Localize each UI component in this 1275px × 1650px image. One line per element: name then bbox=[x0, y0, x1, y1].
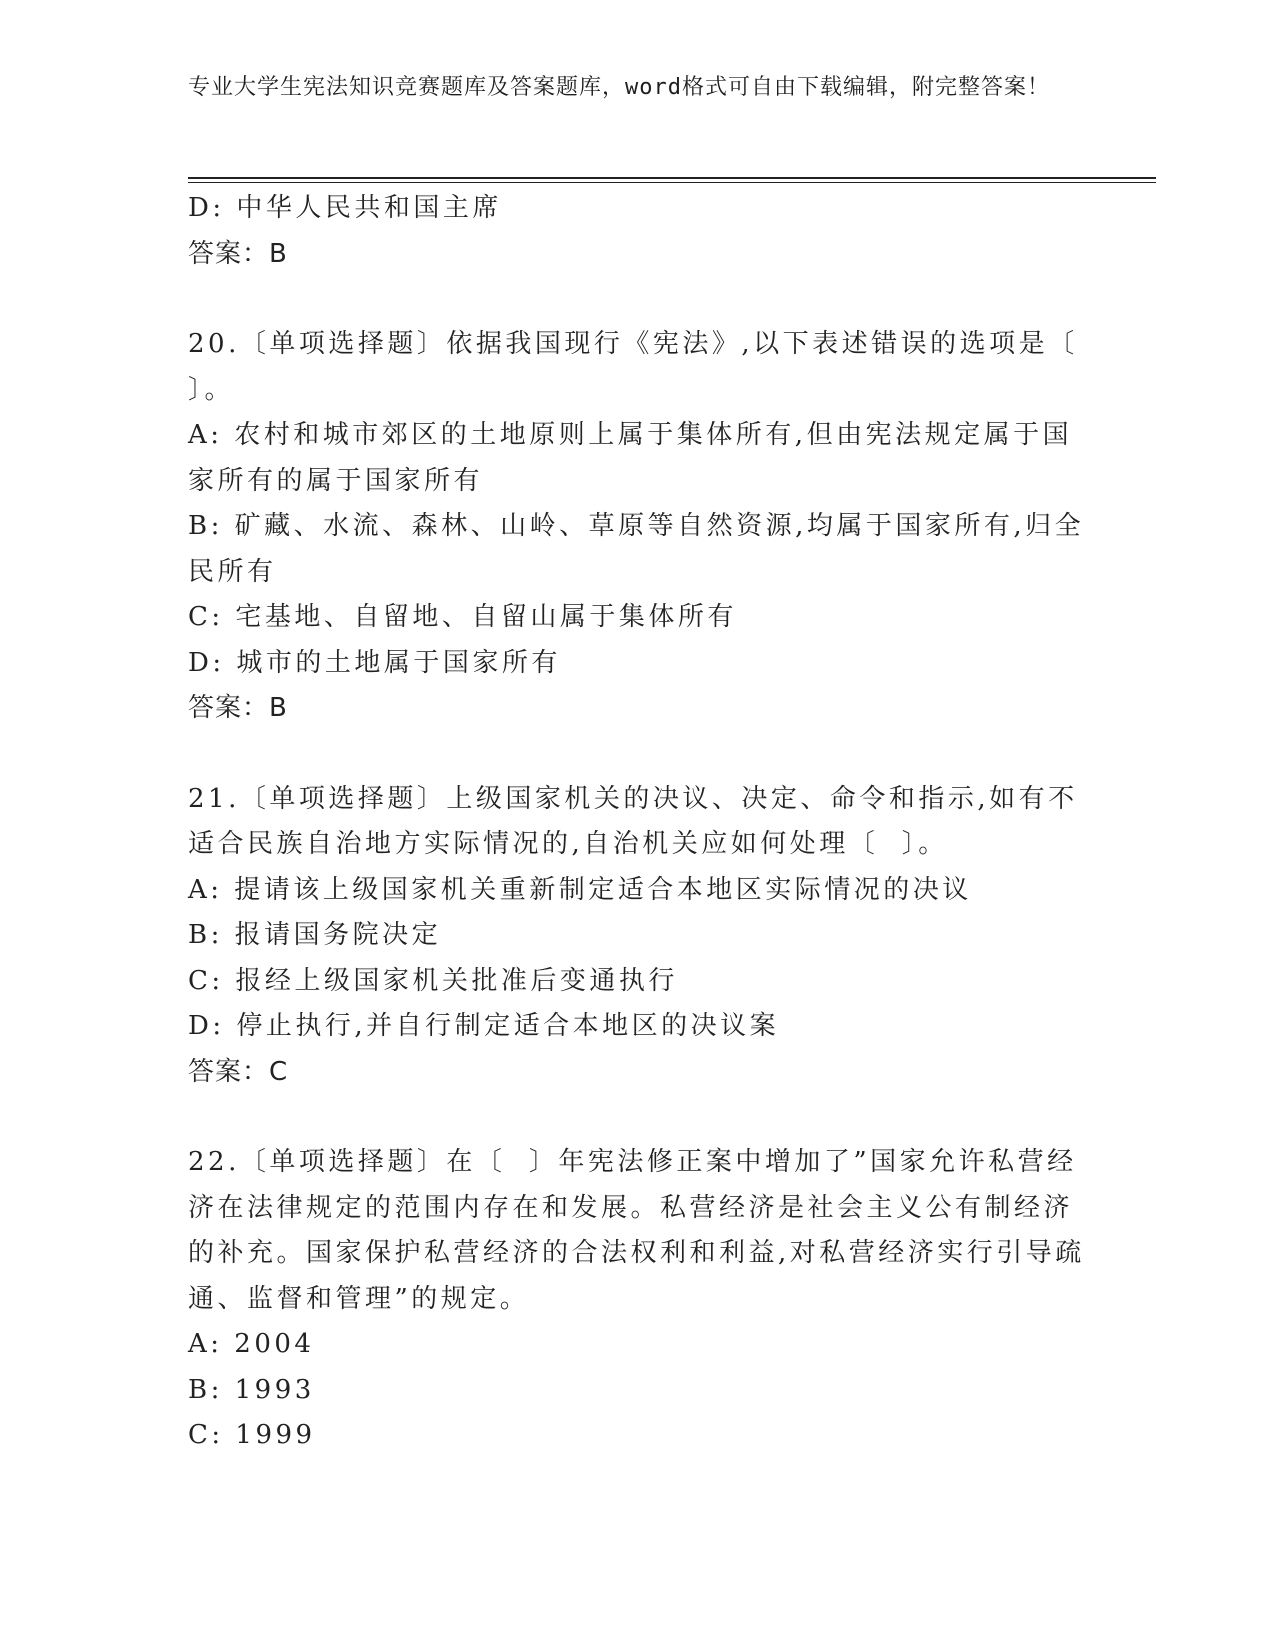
previous-option-d: D: 中华人民共和国主席 bbox=[188, 193, 502, 223]
question-answer: 答案：C bbox=[188, 1056, 289, 1087]
question-22 bbox=[188, 1140, 1088, 1459]
option-b: B: 矿藏、水流、森林、山岭、草原等自然资源,均属于国家所有,归全民所有 bbox=[188, 511, 1085, 587]
question-stem: 22.〔单项选择题〕在〔 〕年宪法修正案中增加了”国家允许私营经济在法律规定的范围内存在和发展。私营经济是社会主义公有制经济的补充。国家保护私营经济的合法权利和利益,对私营经济实行引导疏通、监督和管理”的规定。 bbox=[188, 1147, 1085, 1314]
question-stem: 21.〔单项选择题〕上级国家机关的决议、决定、命令和指示,如有不适合民族自治地方实际情况的,自治机关应如何处理〔 〕。 bbox=[188, 783, 1078, 859]
option-a: A: 提请该上级国家机关重新制定适合本地区实际情况的决议 bbox=[188, 874, 972, 905]
option-a: A: 2004 bbox=[188, 1329, 315, 1359]
option-d: D: 停止执行,并自行制定适合本地区的决议案 bbox=[188, 1011, 780, 1041]
spacer bbox=[188, 732, 1088, 777]
header-rule-thin bbox=[188, 182, 1156, 183]
option-b: B: 报请国务院决定 bbox=[188, 920, 442, 950]
previous-answer: 答案：B bbox=[188, 238, 288, 269]
option-c: C: 报经上级国家机关批准后变通执行 bbox=[188, 965, 678, 996]
question-answer: 答案：B bbox=[188, 693, 288, 723]
spacer bbox=[188, 277, 1088, 322]
header-rule-thick bbox=[188, 177, 1156, 179]
question-21 bbox=[188, 777, 1088, 1096]
option-d: D: 城市的土地属于国家所有 bbox=[188, 647, 561, 678]
option-c: C: 1999 bbox=[188, 1420, 316, 1450]
option-c: C: 宅基地、自留地、自留山属于集体所有 bbox=[188, 602, 737, 632]
document-body bbox=[188, 186, 1088, 1459]
question-stem: 20.〔单项选择题〕依据我国现行《宪法》,以下表述错误的选项是〔 〕。 bbox=[188, 329, 1090, 405]
option-a: A: 农村和城市郊区的土地原则上属于集体所有,但由宪法规定属于国家所有的属于国家所有 bbox=[188, 420, 1073, 496]
option-b: B: 1993 bbox=[188, 1374, 315, 1405]
page-header: 专业大学生宪法知识竞赛题库及答案题库，word格式可自由下载编辑，附完整答案！ bbox=[188, 75, 1050, 100]
question-20 bbox=[188, 322, 1088, 732]
spacer bbox=[188, 1095, 1088, 1140]
